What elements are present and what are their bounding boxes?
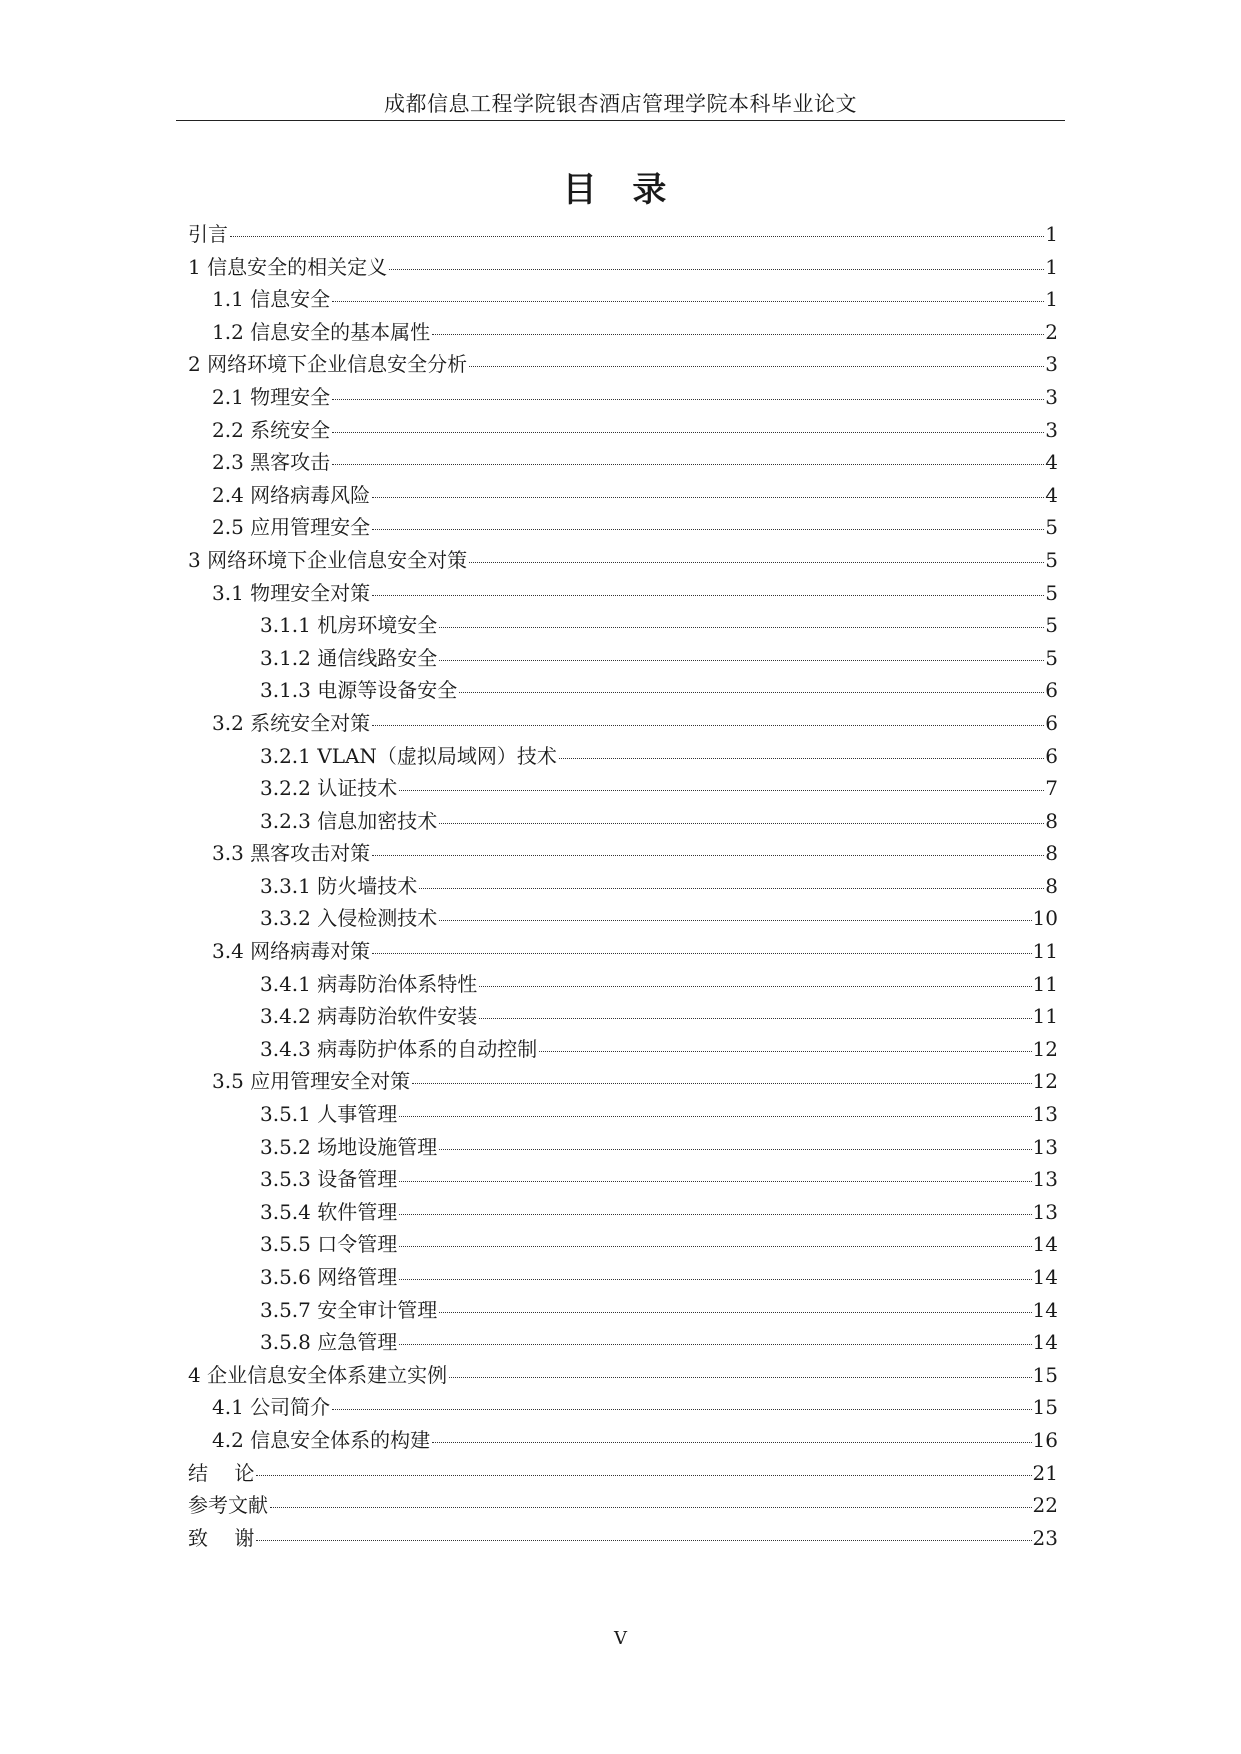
toc-entry-page: 3 [1045,352,1058,377]
toc-entry-page: 8 [1045,808,1058,833]
toc-leader-dots [459,692,1044,693]
toc-entry-page: 7 [1045,776,1058,801]
toc-entry-page: 11 [1032,1004,1058,1029]
toc-entry-page: 13 [1032,1167,1058,1192]
toc-leader-dots [399,1246,1031,1247]
toc-entry[interactable] [188,1065,1058,1098]
toc-leader-dots [399,1279,1031,1280]
toc-entry-page: 5 [1045,547,1058,572]
toc-entry[interactable] [188,642,1058,675]
toc-entry[interactable] [188,316,1058,349]
toc-entry-page: 6 [1045,743,1058,768]
toc-entry-text: 3.5.8 应急管理 [260,1330,398,1355]
toc-entry-text: 1.1 信息安全 [212,287,331,312]
toc-entry-text: 3.4.1 病毒防治体系特性 [260,971,478,996]
toc-leader-dots [439,1149,1031,1150]
toc-entry[interactable] [188,511,1058,544]
toc-leader-dots [439,823,1044,824]
toc-entry-page: 1 [1045,254,1058,279]
toc-entry[interactable] [188,870,1058,903]
toc-entry-text: 1 信息安全的相关定义 [188,254,388,279]
toc-entry-page: 11 [1032,939,1058,964]
toc-entry-text: 4 企业信息安全体系建立实例 [188,1362,448,1387]
toc-entry-text: 4.2 信息安全体系的构建 [212,1427,431,1452]
toc-entry-page: 23 [1032,1525,1058,1550]
toc-entry-page: 22 [1032,1493,1058,1518]
toc-leader-dots [372,529,1044,530]
toc-entry-page: 14 [1032,1297,1058,1322]
toc-leader-dots [469,562,1044,563]
toc-entry[interactable] [188,577,1058,610]
toc-leader-dots [439,1312,1031,1313]
toc-entry-page: 4 [1045,450,1058,475]
toc-leader-dots [399,790,1044,791]
toc-entry-page: 8 [1045,873,1058,898]
toc-entry-page: 1 [1045,287,1058,312]
toc-entry-page: 6 [1045,678,1058,703]
toc-entry-page: 14 [1032,1330,1058,1355]
toc-entry-text: 3.1.1 机房环境安全 [260,613,438,638]
toc-leader-dots [439,627,1044,628]
toc-entry[interactable] [188,1391,1058,1424]
page-number: V [614,1628,627,1649]
toc-leader-dots [372,953,1031,954]
toc-entry[interactable] [188,1228,1058,1261]
toc-entry-text: 3.1.3 电源等设备安全 [260,678,458,703]
toc-entry-page: 5 [1045,613,1058,638]
toc-entry-page: 21 [1032,1460,1058,1485]
toc-entry-text: 致 谢 [188,1525,255,1550]
toc-leader-dots [479,986,1031,987]
toc-leader-dots [256,1540,1031,1541]
toc-entry-page: 13 [1032,1102,1058,1127]
toc-entry-page: 14 [1032,1232,1058,1257]
toc-leader-dots [439,920,1031,921]
toc-entry[interactable] [188,544,1058,577]
toc-leader-dots [439,660,1044,661]
toc-entry-text: 结 论 [188,1460,255,1485]
toc-entry[interactable] [188,348,1058,381]
toc-entry-text: 3.5.1 人事管理 [260,1102,398,1127]
toc-entry-text: 3.2.3 信息加密技术 [260,808,438,833]
toc-leader-dots [539,1051,1031,1052]
toc-entry[interactable] [188,1326,1058,1359]
toc-entry-text: 1.2 信息安全的基本属性 [212,319,431,344]
toc-entry-text: 3.4.3 病毒防护体系的自动控制 [260,1036,538,1061]
toc-leader-dots [230,236,1044,237]
toc-entry[interactable] [188,935,1058,968]
toc-leader-dots [479,1018,1031,1019]
toc-entry-page: 13 [1032,1199,1058,1224]
toc-leader-dots [559,758,1044,759]
toc-leader-dots [432,1442,1031,1443]
toc-entry[interactable] [188,968,1058,1001]
toc-entry-text: 3.2.2 认证技术 [260,776,398,801]
toc-entry-text: 3.3.1 防火墙技术 [260,873,418,898]
toc-leader-dots [332,399,1044,400]
toc-entry[interactable] [188,218,1058,251]
toc-entry-text: 3.5.2 场地设施管理 [260,1134,438,1159]
toc-entry-page: 4 [1045,482,1058,507]
toc-entry-page: 2 [1045,319,1058,344]
toc-entry-page: 6 [1045,710,1058,735]
toc-entry[interactable] [188,1033,1058,1066]
toc-leader-dots [399,1116,1031,1117]
header-rule [176,120,1065,121]
toc-entry-page: 3 [1045,417,1058,442]
toc-entry[interactable] [188,674,1058,707]
toc-entry[interactable] [188,446,1058,479]
toc-entry[interactable] [188,283,1058,316]
toc-entry-page: 15 [1032,1362,1058,1387]
toc-entry[interactable] [188,1294,1058,1327]
toc-title: 目 录 [562,170,679,210]
toc-leader-dots [412,1083,1031,1084]
toc-leader-dots [449,1377,1031,1378]
toc-entry-page: 5 [1045,645,1058,670]
toc-entry-text: 3.5.6 网络管理 [260,1265,398,1289]
toc-leader-dots [399,1214,1031,1215]
toc-leader-dots [256,1475,1031,1476]
toc-entry-text: 3.5.7 安全审计管理 [260,1297,438,1322]
toc-entry-page: 16 [1032,1427,1058,1452]
toc-leader-dots [332,432,1044,433]
toc-entry-text: 3.1.2 通信线路安全 [260,645,438,670]
toc-entry-text: 3.5.4 软件管理 [260,1199,398,1224]
toc-entry-text: 3.4 网络病毒对策 [212,939,371,964]
toc-entry[interactable] [188,1163,1058,1196]
toc-entry[interactable] [188,1000,1058,1033]
toc-entry-text: 3.3.2 入侵检测技术 [260,906,438,931]
toc-leader-dots [372,725,1044,726]
toc-entry-text: 3.2 系统安全对策 [212,710,371,735]
toc-entry-text: 2.3 黑客攻击 [212,450,331,475]
toc-entry[interactable] [188,381,1058,414]
toc-entry[interactable] [188,740,1058,773]
toc-entry-text: 4.1 公司简介 [212,1395,331,1420]
toc-entry[interactable] [188,772,1058,805]
toc-leader-dots [332,1409,1031,1410]
toc-leader-dots [399,1344,1031,1345]
toc-entry[interactable] [188,1261,1058,1294]
toc-leader-dots [372,595,1044,596]
toc-entry-page: 13 [1032,1134,1058,1159]
toc-leader-dots [399,1181,1031,1182]
toc-entry-text: 引言 [188,222,228,246]
table-of-contents [188,218,1058,1554]
toc-leader-dots [469,366,1044,367]
toc-entry[interactable] [188,1196,1058,1229]
toc-entry[interactable] [188,1522,1058,1555]
toc-leader-dots [372,855,1044,856]
toc-entry-text: 3.5.3 设备管理 [260,1167,398,1192]
toc-entry-page: 12 [1032,1036,1058,1061]
toc-entry-text: 2 网络环境下企业信息安全分析 [188,352,468,377]
toc-entry[interactable] [188,1131,1058,1164]
toc-leader-dots [419,888,1044,889]
toc-entry-page: 10 [1032,906,1058,931]
toc-entry-text: 3.3 黑客攻击对策 [212,841,371,866]
toc-entry[interactable] [188,1424,1058,1457]
toc-entry-text: 2.4 网络病毒风险 [212,482,371,507]
toc-leader-dots [372,497,1044,498]
toc-entry-page: 14 [1032,1265,1058,1289]
toc-entry-text: 3.5.5 口令管理 [260,1232,398,1257]
toc-entry[interactable] [188,1489,1058,1522]
toc-entry[interactable] [188,707,1058,740]
toc-entry-text: 2.1 物理安全 [212,384,331,409]
toc-leader-dots [389,269,1044,270]
toc-entry[interactable] [188,837,1058,870]
toc-entry-page: 5 [1045,515,1058,540]
toc-entry-text: 3.4.2 病毒防治软件安装 [260,1004,478,1029]
toc-leader-dots [432,334,1044,335]
toc-entry[interactable] [188,1457,1058,1490]
toc-entry[interactable] [188,902,1058,935]
toc-entry-text: 3 网络环境下企业信息安全对策 [188,547,468,572]
toc-leader-dots [332,464,1044,465]
toc-entry-page: 3 [1045,384,1058,409]
toc-entry-page: 11 [1032,971,1058,996]
toc-leader-dots [270,1507,1032,1508]
toc-entry-page: 8 [1045,841,1058,866]
toc-entry[interactable] [188,414,1058,447]
toc-entry-page: 15 [1032,1395,1058,1420]
toc-entry-text: 参考文献 [188,1493,268,1518]
toc-entry[interactable] [188,1098,1058,1131]
toc-entry[interactable] [188,251,1058,284]
toc-leader-dots [332,301,1044,302]
toc-entry-page: 12 [1032,1069,1058,1094]
toc-entry[interactable] [188,1359,1058,1392]
toc-entry-text: 3.5 应用管理安全对策 [212,1069,411,1094]
toc-entry[interactable] [188,805,1058,838]
toc-entry-text: 3.2.1 VLAN（虚拟局域网）技术 [260,743,557,768]
toc-entry-text: 2.2 系统安全 [212,417,331,442]
toc-entry-page: 5 [1045,580,1058,605]
toc-entry[interactable] [188,479,1058,512]
toc-entry-text: 3.1 物理安全对策 [212,580,371,605]
toc-entry[interactable] [188,609,1058,642]
toc-entry-text: 2.5 应用管理安全 [212,515,371,540]
toc-entry-page: 1 [1045,222,1058,246]
running-header: 成都信息工程学院银杏酒店管理学院本科毕业论文 [384,92,857,116]
